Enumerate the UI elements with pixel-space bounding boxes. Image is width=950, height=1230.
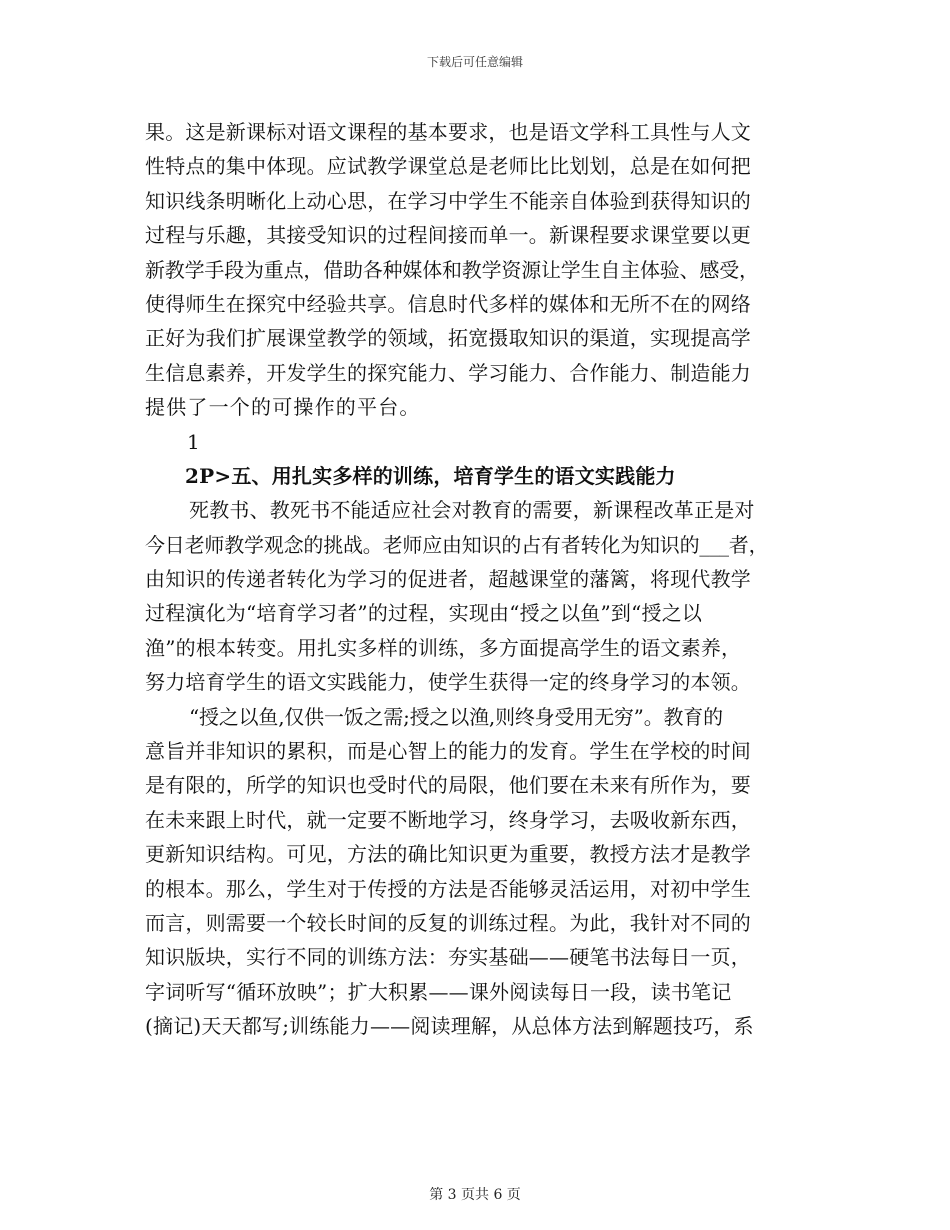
page-footer: 第 3 页共 6 页 [429, 1187, 521, 1203]
page-header: 下载后可任意编辑 [426, 55, 523, 69]
text-line: 字词听写“循环放映”；扩大积累——课外阅读每日一段，读书笔记 [145, 979, 732, 1004]
text-line: 更新知识结构。可见，方法的确比知识更为重要，教授方法才是教学 [145, 842, 751, 867]
section-heading: 2P>五、用扎实多样的训练，培育学生的语文实践能力 [185, 463, 676, 488]
text-line: 性特点的集中体现。应试教学课堂总是老师比比划划，总是在如何把 [145, 154, 751, 179]
text-line: 正好为我们扩展课堂教学的领域，拓宽摄取知识的渠道，实现提高学 [145, 326, 751, 351]
text-line: 由知识的传递者转化为学习的促进者，超越课堂的藩篱，将现代教学 [145, 567, 751, 592]
text-line: 知识版块，实行不同的训练方法：夯实基础——硬笔书法每日一页， [145, 945, 751, 970]
text-line: 渔”的根本转变。用扎实多样的训练，多方面提高学生的语文素养， [145, 635, 742, 660]
document-body [145, 115, 815, 1044]
text-line: 过程与乐趣，其接受知识的过程间接而单一。新课程要求课堂要以更 [145, 223, 751, 248]
text-line: 是有限的，所学的知识也受时代的局限，他们要在未来有所作为，要 [145, 773, 751, 798]
section-number: 1 [187, 429, 201, 454]
text-line: 提供了一个的可操作的平台。 [145, 395, 421, 420]
paragraph-first-line: “授之以鱼,仅供一饭之需;授之以渔,则终身受用无穷”。教育的 [189, 704, 723, 729]
text-line: 过程演化为“培育学习者”的过程，实现由“授之以鱼”到“授之以 [145, 601, 703, 626]
text-line: 的根本。那么，学生对于传授的方法是否能够灵活运用，对初中学生 [145, 876, 751, 901]
text-line: 而言，则需要一个较长时间的反复的训练过程。为此，我针对不同的 [145, 910, 751, 935]
text-line: 意旨并非知识的累积，而是心智上的能力的发育。学生在学校的时间 [145, 739, 751, 764]
text-line: (摘记)天天都写;训练能力——阅读理解，从总体方法到解题技巧，系 [145, 1014, 754, 1039]
paragraph-first-line: 死教书、教死书不能适应社会对教育的需要，新课程改革正是对 [189, 498, 755, 523]
text-line: 今日老师教学观念的挑战。老师应由知识的占有者转化为知识的___者， [145, 532, 769, 557]
text-line: 知识线条明晰化上动心思，在学习中学生不能亲自体验到获得知识的 [145, 188, 751, 213]
text-line: 使得师生在探究中经验共享。信息时代多样的媒体和无所不在的网络 [145, 291, 751, 316]
text-line: 新教学手段为重点，借助各种媒体和教学资源让学生自主体验、感受， [145, 257, 759, 282]
text-line: 努力培育学生的语文实践能力，使学生获得一定的终身学习的本领。 [145, 670, 751, 695]
text-line: 果。这是新课标对语文课程的基本要求，也是语文学科工具性与人文 [145, 120, 751, 144]
text-line: 在未来跟上时代，就一定要不断地学习，终身学习，去吸收新东西， [145, 807, 751, 832]
text-line: 生信息素养，开发学生的探究能力、学习能力、合作能力、制造能力 [145, 360, 751, 385]
